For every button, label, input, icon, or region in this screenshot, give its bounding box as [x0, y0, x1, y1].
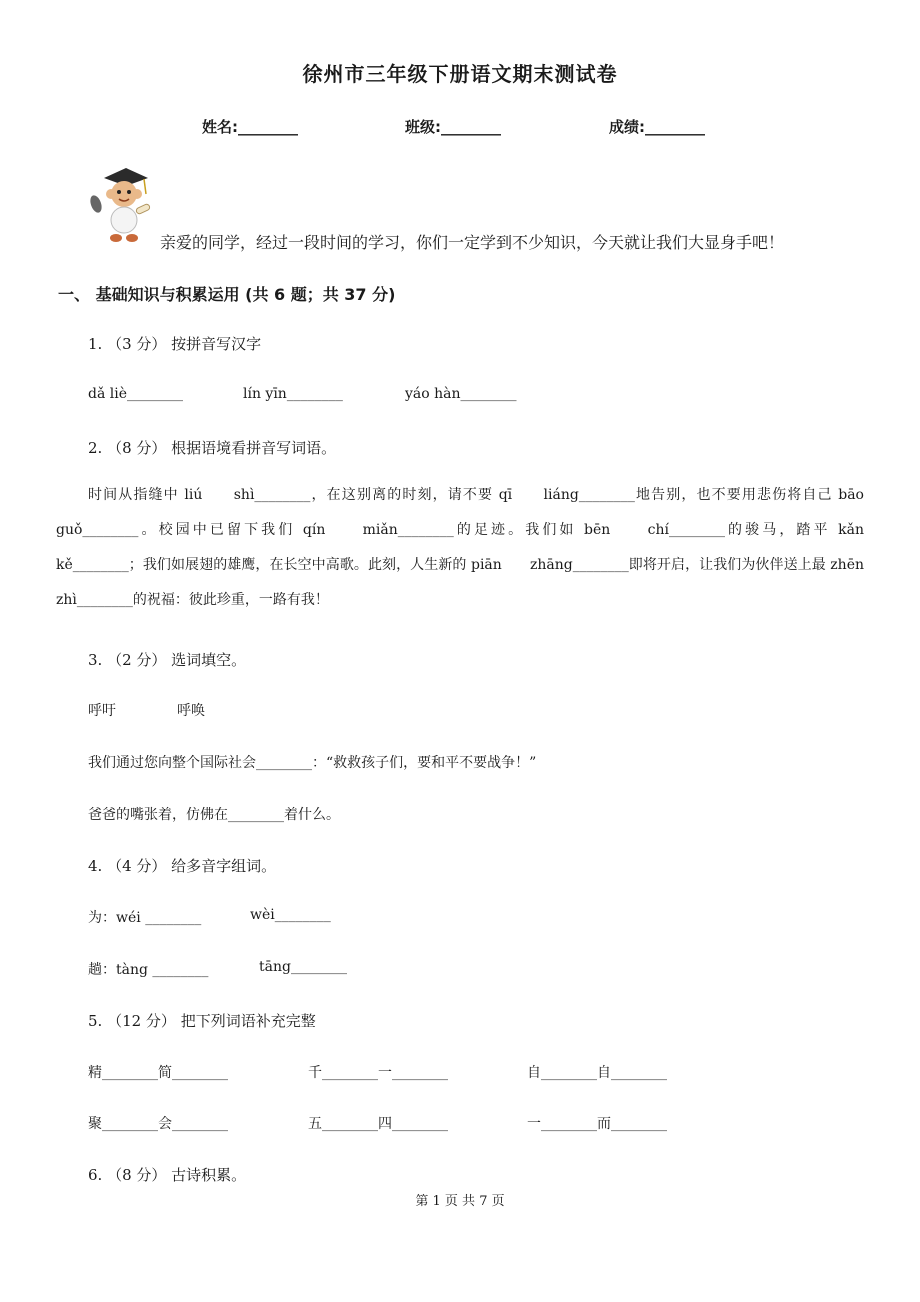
q3-option-2: 呼唤	[177, 703, 205, 719]
page-footer: 第 1 页 共 7 页	[415, 1194, 505, 1209]
question-5-header: 5. （12 分） 把下列词语补充完整	[88, 1012, 316, 1030]
q4-blank-4[interactable]: tāng________	[259, 959, 347, 975]
page-title: 徐州市三年级下册语文期末测试卷	[302, 62, 618, 86]
q5-blank-2[interactable]: 千________一________	[308, 1065, 448, 1081]
q3-sentence-2[interactable]: 爸爸的嘴张着，仿佛在________着什么。	[88, 807, 340, 823]
q3-option-1: 呼吁	[88, 703, 116, 719]
section-heading: 一、 基础知识与积累运用 (共 6 题；共 37 分)	[58, 285, 396, 304]
score-field: 成绩:________	[609, 118, 705, 136]
q4-blank-2[interactable]: wèi________	[250, 907, 331, 923]
question-2-header: 2. （8 分） 根据语境看拼音写词语。	[88, 439, 337, 457]
q5-blank-3[interactable]: 自________自________	[527, 1065, 667, 1081]
q1-blank-2[interactable]: lín yīn________	[243, 386, 343, 402]
q1-blank-1[interactable]: dǎ liè________	[88, 386, 183, 402]
question-6-header: 6. （8 分） 古诗积累。	[88, 1166, 247, 1184]
question-1-header: 1. （3 分） 按拼音写汉字	[88, 335, 262, 353]
q5-blank-6[interactable]: 一________而________	[527, 1116, 667, 1132]
class-field: 班级:________	[405, 118, 501, 136]
name-field: 姓名:________	[202, 118, 298, 136]
q5-blank-5[interactable]: 五________四________	[308, 1116, 448, 1132]
question-4-header: 4. （4 分） 给多音字组词。	[88, 857, 277, 875]
q3-sentence-1[interactable]: 我们通过您向整个国际社会________：“救救孩子们，要和平不要战争！”	[88, 755, 537, 771]
greeting-text: 亲爱的同学，经过一段时间的学习，你们一定学到不少知识，今天就让我们大显身手吧！	[160, 233, 785, 252]
q4-blank-1[interactable]: 为：wéi ________	[88, 910, 202, 926]
q5-blank-4[interactable]: 聚________会________	[88, 1116, 228, 1132]
mascot-graduate-icon	[86, 164, 156, 246]
q4-blank-3[interactable]: 趟：tàng ________	[88, 962, 209, 978]
q5-blank-1[interactable]: 精________简________	[88, 1065, 228, 1081]
q1-blank-3[interactable]: yáo hàn________	[405, 386, 517, 402]
question-3-header: 3. （2 分） 选词填空。	[88, 651, 247, 669]
question-2-paragraph[interactable]: 时间从指缝中 liú shì________，在这别离的时刻，请不要 qī liáng________地告别，也不要用悲伤将自己 bāo guǒ________。校园中已留下我们 qín miǎn________的足迹。我们如 bēn chí________的骏马，踏平 kǎn kě________；我们如展翅的雄鹰，在长空中高歌。此刻，人生新的 piān zhāng________即将开启，让我们为伙伴送上最 zhēn zhì________的祝福：彼此珍重，一路有我！	[56, 487, 892, 608]
